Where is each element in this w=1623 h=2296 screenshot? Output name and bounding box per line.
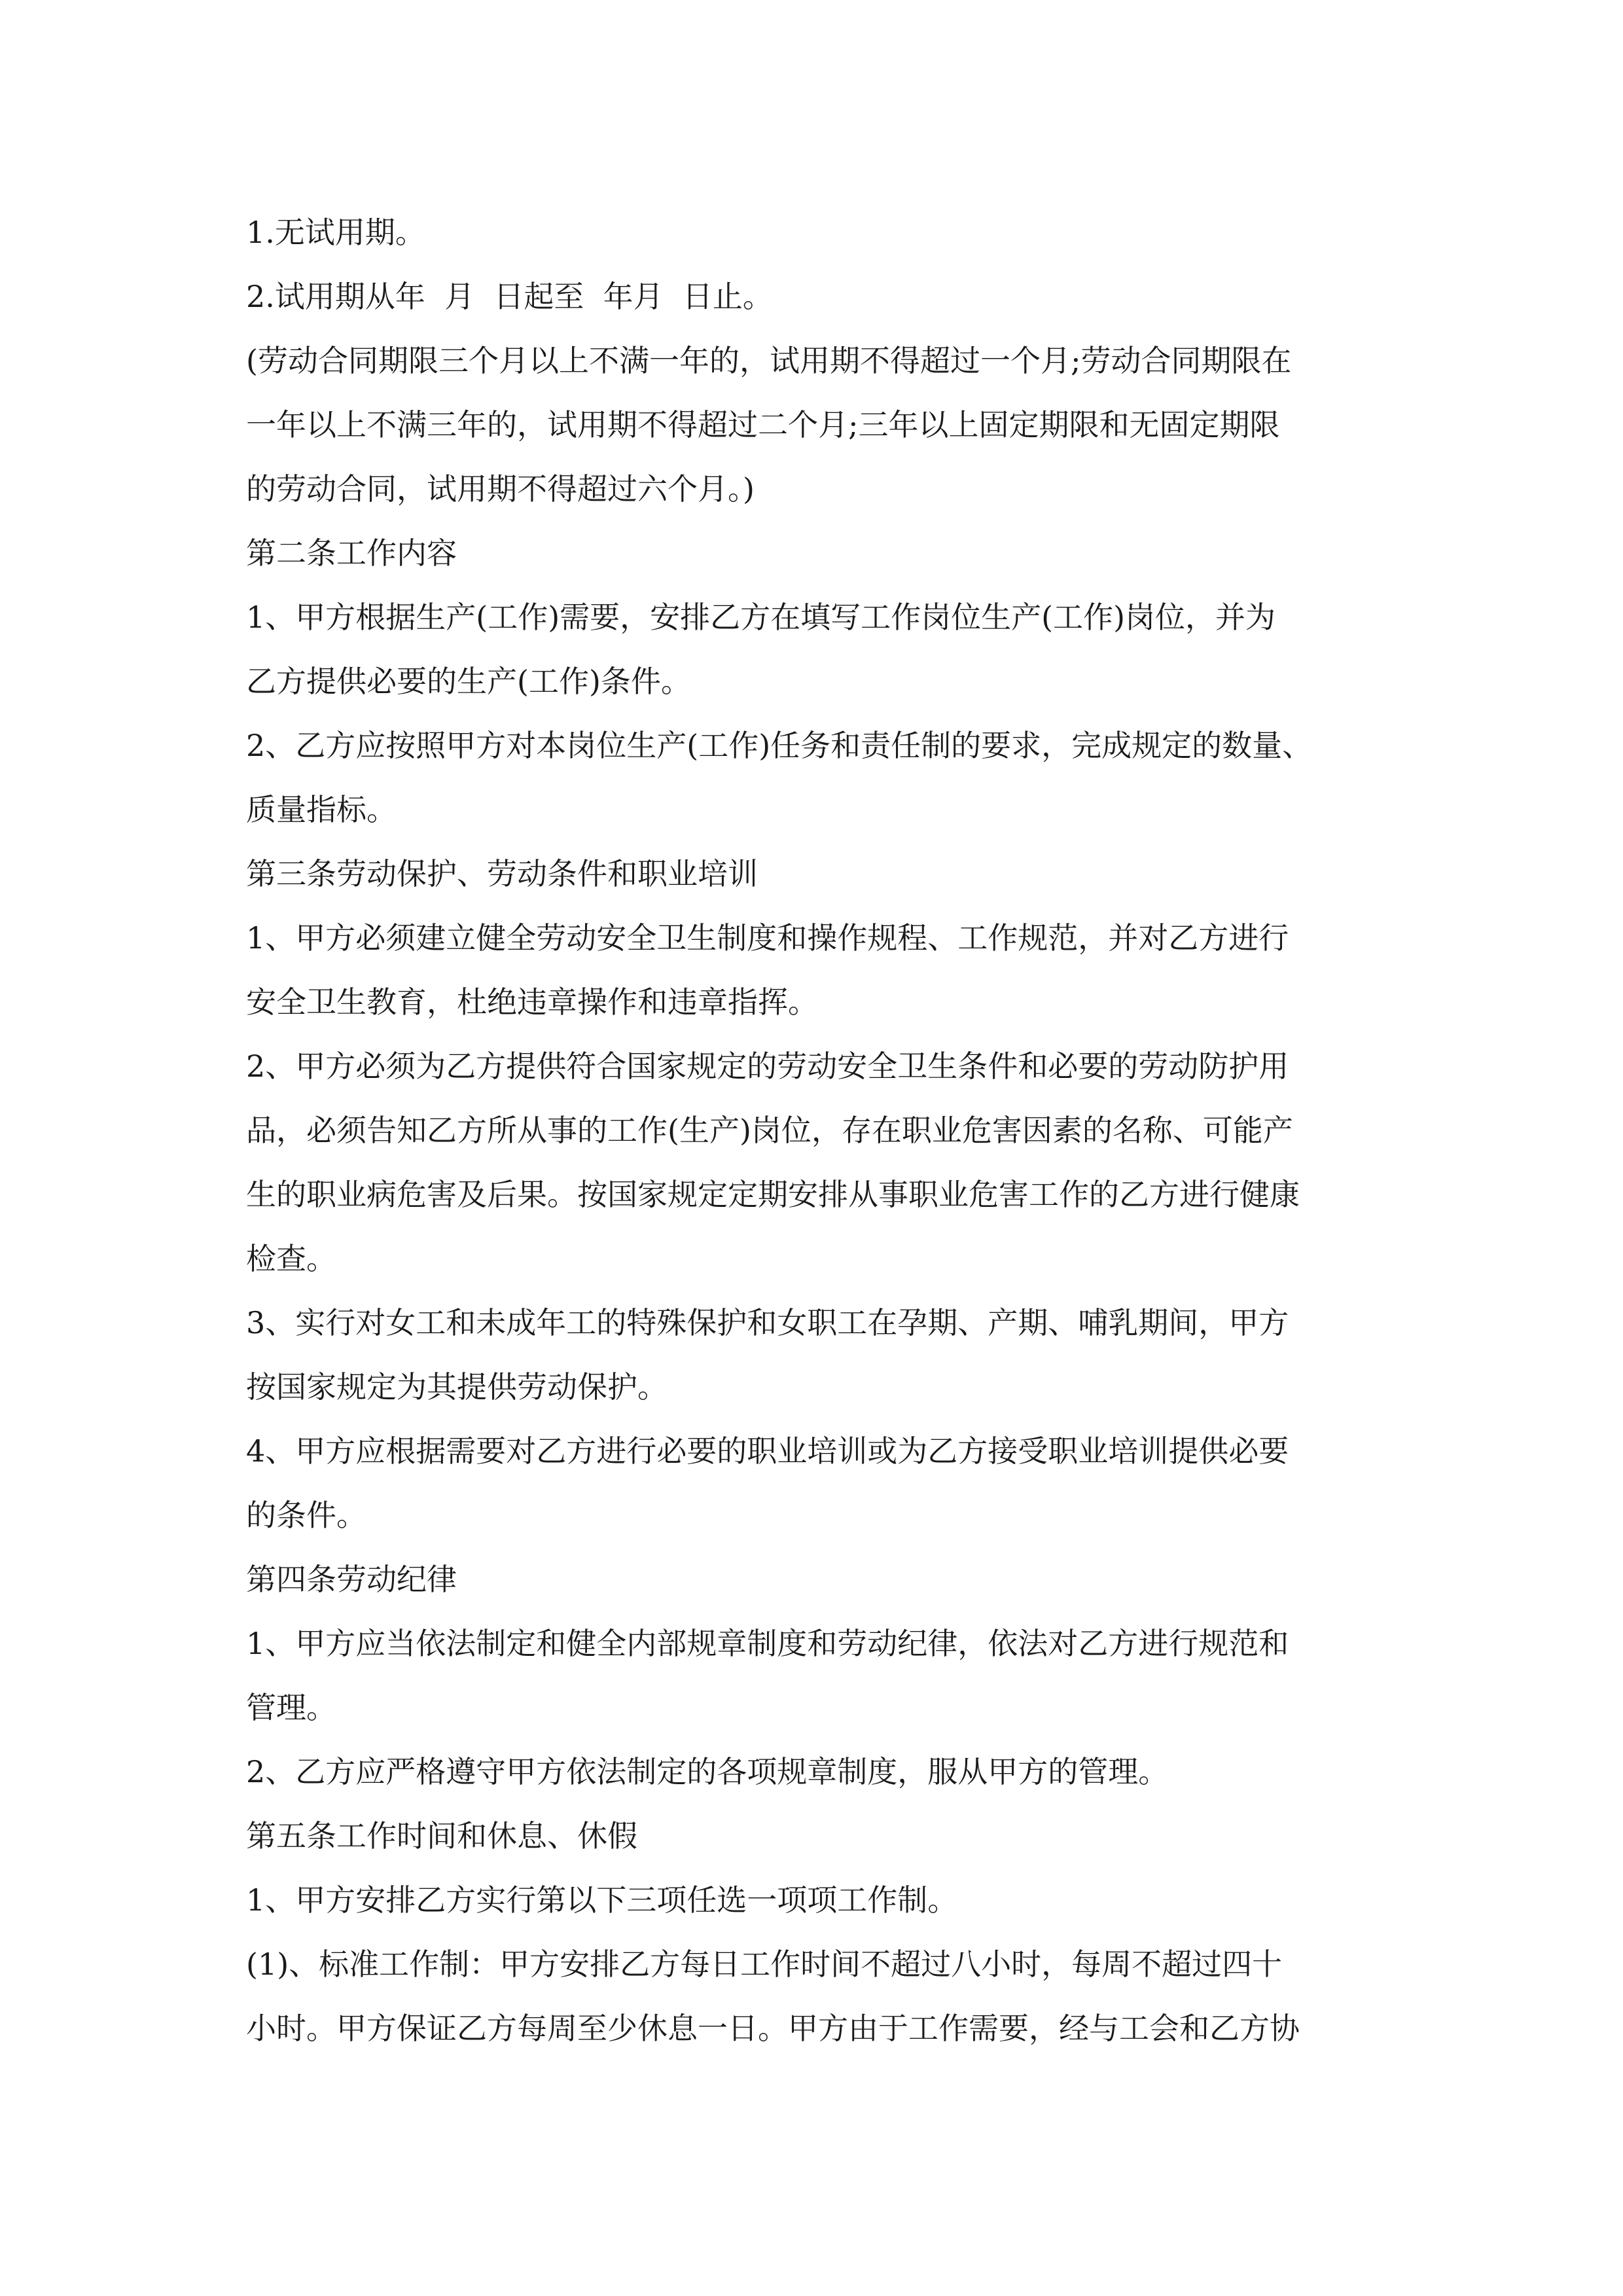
text-line: 质量指标。: [246, 792, 397, 827]
text-line: 1.无试用期。: [246, 215, 425, 250]
section-heading: 第三条劳动保护、劳动条件和职业培训: [246, 856, 758, 891]
text-line: 1、甲方根据生产(工作)需要，安排乙方在填写工作岗位生产(工作)岗位，并为: [246, 600, 1276, 635]
section-heading: 第二条工作内容: [246, 535, 457, 571]
text-line: 3、实行对女工和未成年工的特殊保护和女职工在孕期、产期、哺乳期间，甲方: [246, 1305, 1289, 1340]
text-line: 1、甲方应当依法制定和健全内部规章制度和劳动纪律，依法对乙方进行规范和: [246, 1626, 1289, 1661]
text-line: 检查。: [246, 1241, 336, 1276]
text-line: 品，必须告知乙方所从事的工作(生产)岗位，存在职业危害因素的名称、可能产: [246, 1113, 1293, 1148]
section-heading: 第四条劳动纪律: [246, 1562, 457, 1597]
text-line: 2、甲方必须为乙方提供符合国家规定的劳动安全卫生条件和必要的劳动防护用: [246, 1049, 1289, 1084]
text-line: 生的职业病危害及后果。按国家规定定期安排从事职业危害工作的乙方进行健康: [246, 1177, 1300, 1212]
text-line: 2、乙方应严格遵守甲方依法制定的各项规章制度，服从甲方的管理。: [246, 1754, 1169, 1789]
text-line: 管理。: [246, 1690, 336, 1725]
text-line: (劳动合同期限三个月以上不满一年的，试用期不得超过一个月;劳动合同期限在: [246, 343, 1292, 378]
text-line: 2、乙方应按照甲方对本岗位生产(工作)任务和责任制的要求，完成规定的数量、: [246, 728, 1313, 763]
text-line: 的条件。: [246, 1498, 366, 1533]
text-line: 按国家规定为其提供劳动保护。: [246, 1369, 668, 1405]
text-line: 2.试用期从年 月 日起至 年月 日止。: [246, 279, 773, 314]
section-heading: 第五条工作时间和休息、休假: [246, 1818, 637, 1854]
text-line: 安全卫生教育，杜绝违章操作和违章指挥。: [246, 984, 818, 1020]
text-line: 的劳动合同，试用期不得超过六个月。): [246, 471, 755, 507]
text-line: (1)、标准工作制：甲方安排乙方每日工作时间不超过八小时，每周不超过四十: [246, 1946, 1283, 1982]
text-line: 小时。甲方保证乙方每周至少休息一日。甲方由于工作需要，经与工会和乙方协: [246, 2011, 1300, 2046]
document-body: [246, 200, 1408, 2060]
text-line: 乙方提供必要的生产(工作)条件。: [246, 664, 691, 699]
text-line: 一年以上不满三年的，试用期不得超过二个月;三年以上固定期限和无固定期限: [246, 407, 1280, 442]
text-line: 4、甲方应根据需要对乙方进行必要的职业培训或为乙方接受职业培训提供必要: [246, 1433, 1289, 1469]
text-line: 1、甲方安排乙方实行第以下三项任选一项项工作制。: [246, 1882, 958, 1918]
text-line: 1、甲方必须建立健全劳动安全卫生制度和操作规程、工作规范，并对乙方进行: [246, 920, 1289, 956]
